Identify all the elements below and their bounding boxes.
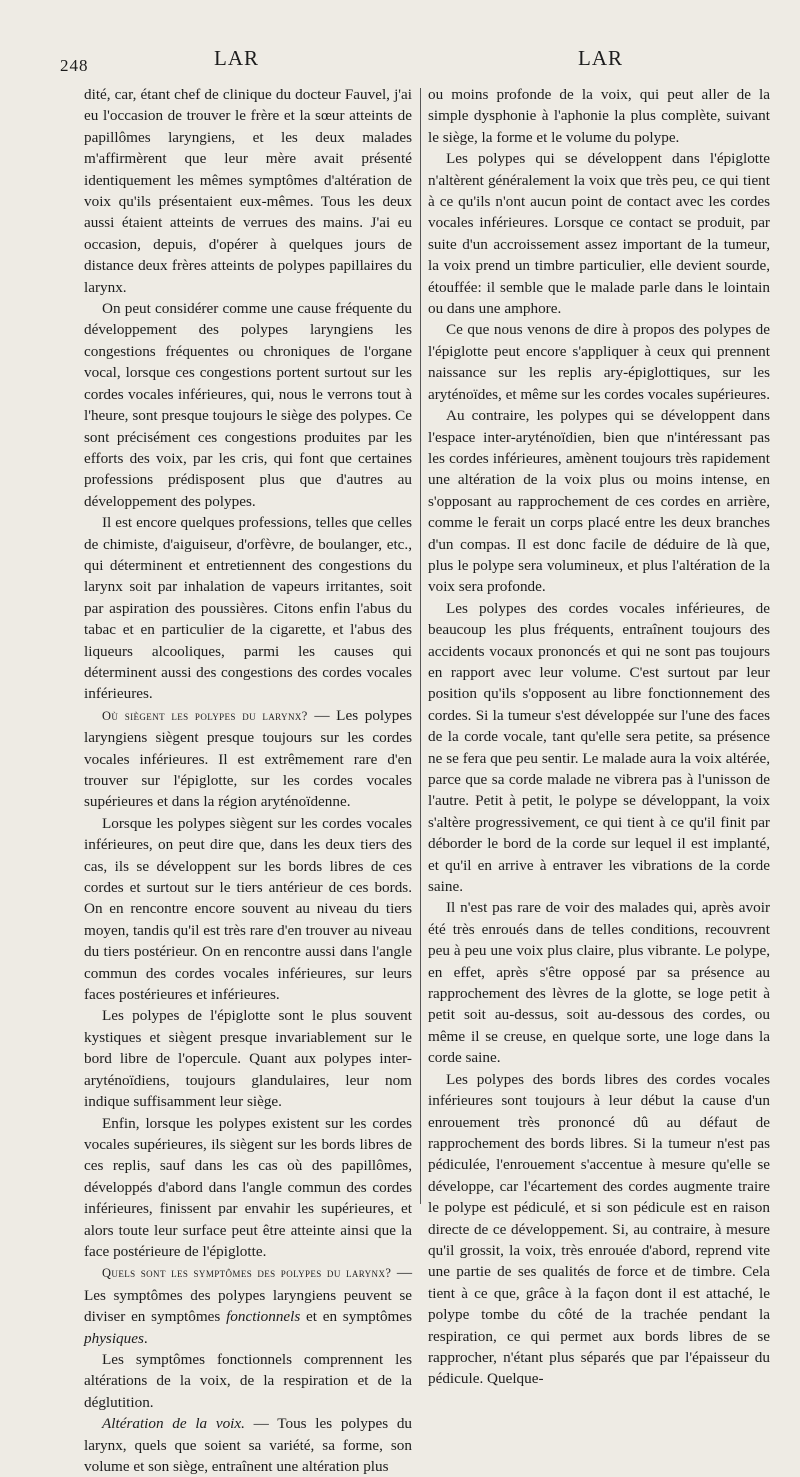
paragraph: ou moins profonde de la voix, qui peut aller de la simple dysphonie à l'aphonie la plus complète, suivant le siège, la forme et le volume du polype. (428, 86, 770, 146)
section-paragraph (84, 1262, 412, 1349)
paragraph: Il n'est pas rare de voir des malades qui, après avoir été très enroués dans de telles conditions, recouvrent peu à peu une voix plus claire, plus vibrante. Le polype, en effet, après s'être opposé par sa présence au rapprochement des lèvres de la glotte, se loge petit à petit soit au-dessus, soit au-dessous des cordes, ou même il se creuse, en quelque sorte, une loge dans la corde saine. (428, 899, 770, 1067)
page-number: 248 (60, 56, 89, 75)
paragraph: On peut considérer comme une cause fréquente du développement des polypes laryngiens les congestions fréquentes ou chroniques de l'organe vocal, lorsque ces congestions portent surtout sur les cordes vocales inférieures, qui, nous le verrons tout à l'heure, sont presque toujours le siège des polypes. Ce sont précisément ces congestions produites par les efforts des voix, par les cris, qui font que certaines professions prédisposent plus que d'autres au développement des polypes. (84, 300, 412, 510)
paragraph-text: . (143, 1329, 148, 1347)
paragraph: Ce que nous venons de dire à propos des polypes de l'épiglotte peut encore s'appliquer à ceux qui prennent naissance sur les replis ary-épiglottiques, sur les aryténoïdes, et même sur les cordes vocales supérieures. (428, 321, 771, 403)
emphasis: fonctionnels (226, 1308, 301, 1326)
paragraph-text: — Les polypes laryngiens siègent presque toujours sur les cordes vocales inférieures. Il est extrêmement rare d'en trouver sur l'épiglotte, sur les cordes vocales supérieures et dans la région aryténoïdenne. (84, 706, 412, 811)
subsection-heading: Altération de la voix. (102, 1415, 245, 1433)
running-head-right: LAR (578, 46, 623, 70)
section-heading: Où siègent les polypes du larynx? (102, 708, 308, 723)
section-heading: Quels sont les symptômes des polypes du larynx? (102, 1266, 392, 1281)
paragraph: Au contraire, les polypes qui se développent dans l'espace inter-aryténoïdien, bien que n'intéressant pas les cordes inférieures, amènent toujours très rapidement une altération de la voix plus ou moins intense, en s'opposant au rapprochement de ces cordes en arrière, comme le ferait un corps placé entre les deux branches d'un compas. Il est donc facile de déduire de là que, plus le polype sera volumineux, et plus l'altération de la voix sera profonde. (428, 407, 770, 596)
left-column (84, 84, 412, 1477)
emphasis: physiques (84, 1329, 144, 1347)
paragraph: Les polypes de l'épiglotte sont le plus souvent kystiques et siègent presque invariablement sur le bord libre de l'opercule. Quant aux polypes inter-aryténoïdiens, toujours glandulaires, leur nom indique suffisamment leur siège. (84, 1007, 412, 1111)
paragraph: Les polypes des cordes vocales inférieures, de beaucoup les plus fréquents, entraînent toujours des accidents vocaux prononcés et qui ne sont pas toujours en rapport avec leur volume. C'est surtout par leur position qu'ils s'opposent au libre fonctionnement des cordes. Si la tumeur s'est développée sur l'une des faces de la corde vocale, tant qu'elle sera petite, sa présence ne se fera que peu sentir. Le malade aura la voix altérée, parce que sa corde malade ne vibrera pas à l'unisson de l'autre. Petit à petit, le polype se développant, la voix s'altère progressivement, ce qui tient à ce qu'il finit par déborder le bord de la corde sur lequel il est implanté, et qu'il en arrive à entraver les vibrations de la corde saine. (428, 599, 770, 896)
paragraph: Il est encore quelques professions, telles que celles de chimiste, d'aiguiseur, d'orfèvre, de boulanger, etc., qui déterminent et entretiennent des congestions du larynx soit par inhalation de vapeurs irritantes, soit par aspiration des poussières. Citons enfin l'abus du tabac et en particulier de la cigarette, et l'abus des liqueurs alcooliques, parmi les causes qui déterminent aussi des congestions des cordes vocales inférieures. (84, 514, 412, 703)
paragraph: Les polypes des bords libres des cordes vocales inférieures sont toujours à leur début la cause d'un enrouement très prononcé dû au défaut de rapprochement des bords libres. Si la tumeur n'est pas pédiculée, l'enrouement s'accentue à mesure qu'elle se développe, car l'écartement des cordes augmente traire le polype est pédiculé, et si son pédicule est en raison directe de ce développement. Si, au contraire, à mesure qu'il grossit, la voix, très enrouée d'abord, reprend vite une partie de ses qualités de force et de timbre. Cela tient à ce que, grâce à la façon dont il est attaché, le polype tombe du côté de la trachée pendant la respiration, ce qui permet aux bords libres de se rapprocher, n'étant plus séparés que par l'épaisseur du pédicule. Quelque- (428, 1070, 770, 1388)
paragraph: Les polypes qui se développent dans l'épiglotte n'altèrent généralement la voix que très peu, ce qui tient à ce qu'ils n'ont aucun point de contact avec les cordes vocales inférieures. Lorsque ce contact se produit, par suite d'un accroissement assez important de la tumeur, la voix prend un timbre particulier, elle devient sourde, étouffée: il semble que le malade parle dans le lointain ou dans une amphore. (428, 150, 770, 318)
paragraph-text: — Les symptômes des polypes laryngiens peuvent se diviser en symptômes (84, 1264, 412, 1326)
column-divider (420, 88, 421, 1204)
paragraph-text: — Tous les polypes du larynx, quels que soient sa variété, sa forme, son volume et son siège, entraînent une altération plus (84, 1415, 413, 1475)
right-column (428, 84, 770, 1390)
paragraph: Enfin, lorsque les polypes existent sur les cordes vocales supérieures, ils siègent sur les bords libres de ces replis, sauf dans les cas où des papillômes, développés d'abord dans l'angle commun des cordes inférieures, finissent par envahir les supérieures, et alors toute leur surface peut être atteinte ainsi que la face postérieure de l'épiglotte. (84, 1114, 412, 1260)
paragraph: Lorsque les polypes siègent sur les cordes vocales inférieures, on peut dire que, dans les deux tiers des cas, ils se développent sur les bords libres de ces cordes et surtout sur le tiers antérieur de ces bords. On en rencontre encore souvent au niveau du tiers moyen, tandis qu'il est très rare d'en trouver au niveau du tiers postérieur. On en rencontre aussi dans l'angle commun des cordes vocales inférieures, sur leurs faces postérieures et inférieures. (84, 814, 412, 1004)
section-paragraph (84, 705, 412, 813)
paragraph: dité, car, étant chef de clinique du docteur Fauvel, j'ai eu l'occasion de trouver le frère et la sœur atteints de papillômes laryngiens, et les deux malades m'affirmèrent que leur mère avait présenté identiquement les mêmes symptômes d'altération de voix qu'ils présentaient eux-mêmes. Tous les deux aussi étaient atteints de verrues des mains. J'ai eu occasion, depuis, d'opérer à quelques jours de distance deux frères atteints de polypes papillaires du larynx. (84, 86, 412, 296)
paragraph-text: et en symptômes (300, 1308, 412, 1326)
subsection-paragraph (84, 1413, 412, 1477)
running-head-left: LAR (214, 46, 259, 70)
paragraph: Les symptômes fonctionnels comprennent les altérations de la voix, de la respiration et de la déglutition. (84, 1350, 412, 1411)
